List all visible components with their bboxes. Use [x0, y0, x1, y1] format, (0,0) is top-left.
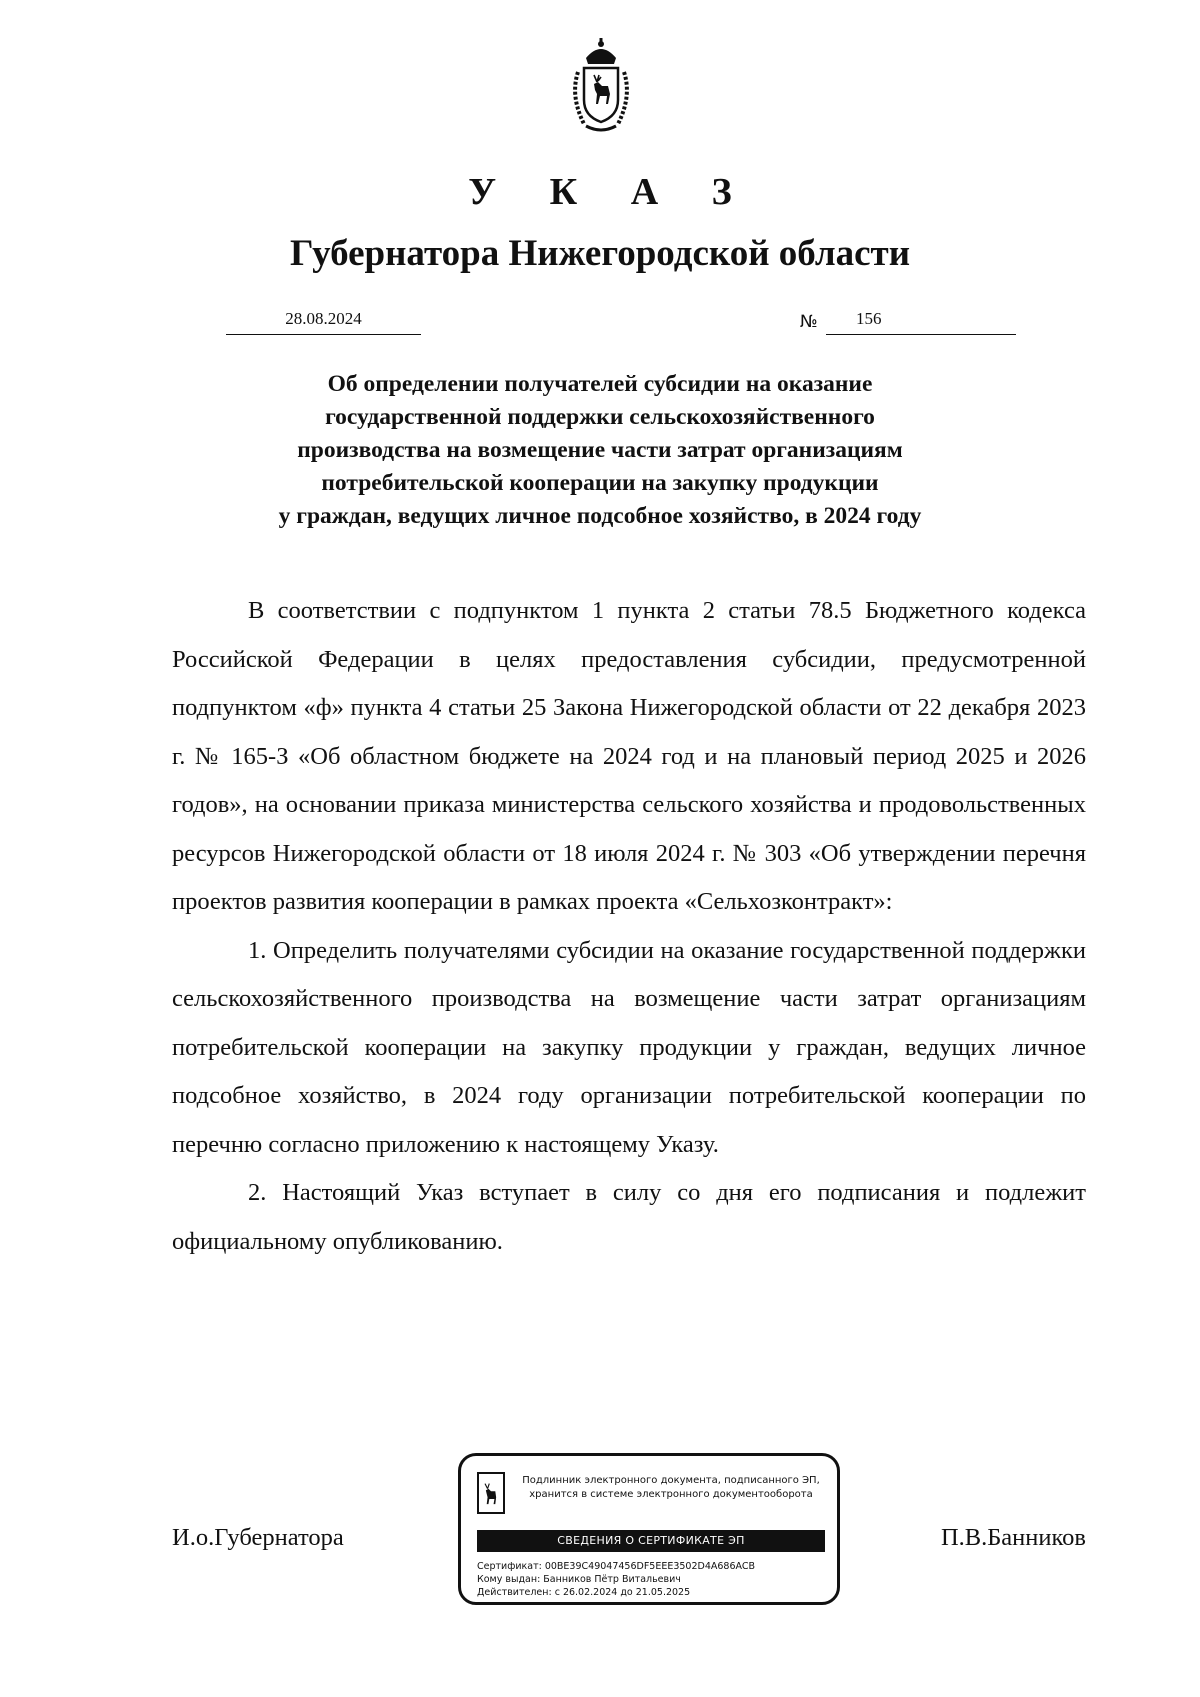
document-date: 28.08.2024	[226, 304, 421, 335]
subject-line: государственной поддержки сельскохозяйственного	[325, 404, 875, 430]
stamp-header	[521, 1474, 821, 1502]
stamp-header-line: хранится в системе электронного документооборота	[529, 1489, 813, 1500]
certificate-details	[477, 1560, 755, 1599]
subject-line: Об определении получателей субсидии на оказание	[327, 371, 873, 397]
document-type-title: У К А З	[468, 171, 754, 213]
number-sign: №	[800, 312, 818, 332]
preamble-paragraph: В соответствии с подпунктом 1 пункта 2 статьи 78.5 Бюджетного кодекса Российской Федерации в целях предоставления субсидии, предусмотренной подпунктом «ф» пункта 4 статьи 25 Закона Нижегородской области от 22 декабря 2023 г. № 165-З «Об областном бюджете на 2024 год и на плановый период 2025 и 2026 годов», на основании приказа министерства сельского хозяйства и продовольственных ресурсов Нижегородской области от 18 июля 2024 г. № 303 «Об утверждении перечня проектов развития кооперации в рамках проекта «Сельхозконтракт»:	[172, 597, 1086, 915]
coat-of-arms-emblem	[564, 38, 638, 136]
clause-1-paragraph: 1. Определить получателями субсидии на оказание государственной поддержки сельскохозяйственного производства на возмещение части затрат организациям потребительской кооперации на закупку продукции у граждан, ведущих личное подсобное хозяйство, в 2024 году организации потребительской кооперации по перечню согласно приложению к настоящему Указу.	[172, 936, 1086, 1158]
deer-logo-icon	[477, 1472, 505, 1514]
certificate-validity: Действителен: с 26.02.2024 до 21.05.2025	[477, 1587, 691, 1598]
certificate-serial: Сертификат: 00BE39C49047456DF5EEE3502D4A686ACB	[477, 1561, 755, 1572]
signatory-position: И.о.Губернатора	[172, 1524, 344, 1551]
signatory-name: П.В.Банников	[940, 1524, 1086, 1551]
certificate-info-bar: СВЕДЕНИЯ О СЕРТИФИКАТЕ ЭП	[477, 1530, 825, 1552]
issuer-title: Губернатора Нижегородской области	[289, 233, 911, 274]
certificate-owner: Кому выдан: Банников Пётр Витальевич	[477, 1574, 681, 1585]
subject-line: потребительской кооперации на закупку продукции	[321, 470, 879, 496]
subject-line: у граждан, ведущих личное подсобное хозяйство, в 2024 году	[278, 503, 922, 529]
stamp-header-line: Подлинник электронного документа, подписанного ЭП,	[522, 1475, 820, 1486]
clause-2-paragraph: 2. Настоящий Указ вступает в силу со дня его подписания и подлежит официальному опубликованию.	[172, 1179, 1086, 1255]
subject-line: производства на возмещение части затрат организациям	[297, 437, 903, 463]
document-number: 156	[856, 309, 882, 328]
document-subject	[200, 368, 1000, 533]
electronic-signature-stamp	[458, 1453, 840, 1605]
document-number-field	[826, 304, 1016, 335]
document-body	[172, 587, 1086, 1266]
